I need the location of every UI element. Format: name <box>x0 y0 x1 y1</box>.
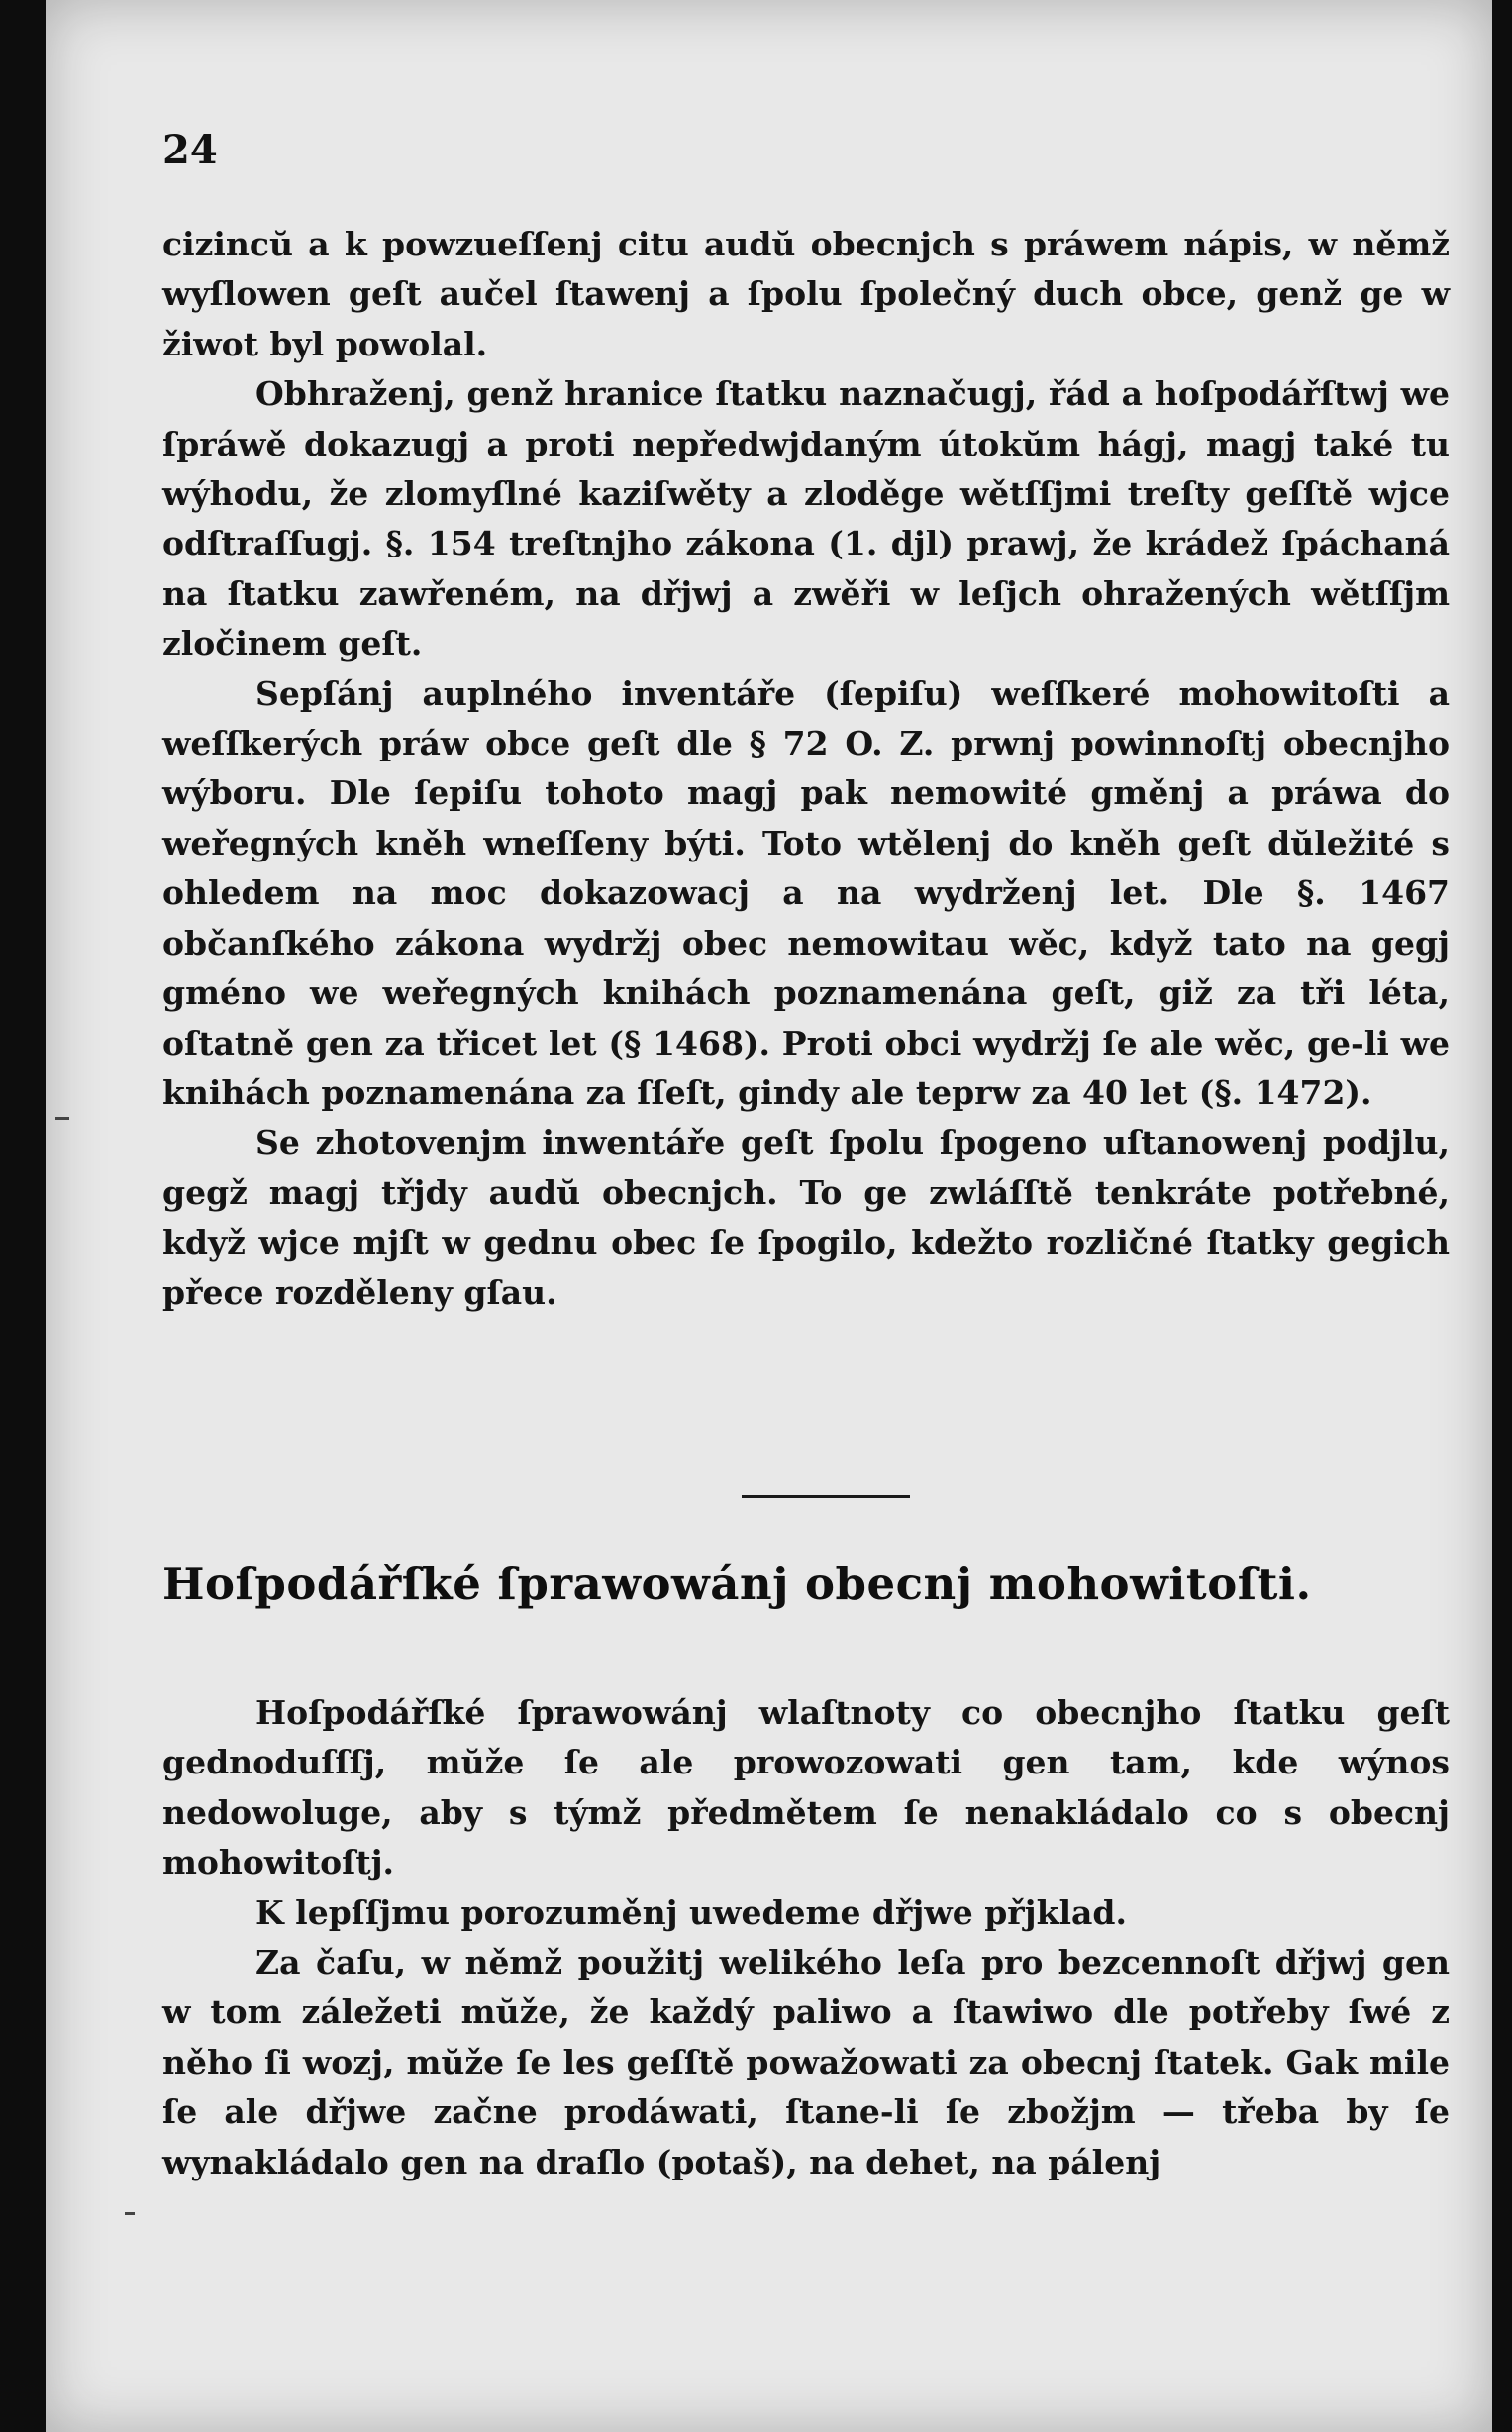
top-text-block <box>162 220 1450 1318</box>
paragraph: cizincŭ a k powzueſſenj citu audŭ obecnjch s práwem nápis, w němž wyſlowen geſt aučel ſtawenj a ſpolu ſpolečný duch obce, genž ge w žiwot byl powolal. <box>162 225 1450 363</box>
paragraph: Hoſpodářſké ſprawowánj wlaſtnoty co obecnjho ſtatku geſt gednoduſſſj, mŭže ſe ale prowozowati gen tam, kde wýnos nedowoluge, aby s týmž předmětem ſe nenakládalo co s obecnj mohowitoſtj. <box>162 1693 1450 1882</box>
paragraph: Za čaſu, w němž použitj welikého leſa pro bezcennoſt dřjwj gen w tom záležeti mŭže, že každý paliwo a ſtawiwo dle potřeby ſwé z něho ſi wozj, mŭže ſe les geſſtě powažowati za obecnj ſtatek. Gak mile ſe ale dřjwe začne prodáwati, ſtane-li ſe zbožjm — třeba by ſe wynakládalo gen na draſlo (potaš), na dehet, na pálenj <box>162 1943 1450 2181</box>
section-heading: Hoſpodářſké ſprawowánj obecnj mohowitoſti. <box>162 1558 1312 1610</box>
paragraph: Obhraženj, genž hranice ſtatku naznačugj, řád a hoſpodářſtwj we ſpráwě dokazugj a proti nepředwjdaným útokŭm hágj, magj také tu wýhodu, že zlomyſlné kaziſwěty a zloděge wětſſjmi treſty geſſtě wjce odſtraſſugj. §. 154 treſtnjho zákona (1. djl) prawj, že krádež ſpáchaná na ſtatku zawřeném, na dřjwj a zwěři w leſjch ohražených wětſſjm zločinem geſt. <box>162 374 1450 663</box>
paragraph: Sepſánj auplného inventáře (ſepiſu) weſſkeré mohowitoſti a weſſkerých práw obce geſt dle § 72 O. Z. prwnj powinnoſtj obecnjho wýboru. Dle ſepiſu tohoto magj pak nemowité gměnj a práwa do weřegných kněh wneſſeny býti. Toto wtělenj do kněh geſt dŭležité s ohledem na moc dokazowacj a na wydrženj let. Dle §. 1467 občanſkého zákona wydržj obec nemowitau wěc, když tato na gegj gméno we weřegných knihách poznamenána geſt, giž za tři léta, oſtatně gen za třicet let (§ 1468). Proti obci wydržj ſe ale wěc, ge-li we knihách poznamenána za ſſeſt, gindy ale teprw za 40 let (§. 1472). <box>162 673 1450 1112</box>
book-page <box>46 0 1492 2432</box>
section-divider <box>742 1495 910 1498</box>
bottom-text-block <box>162 1688 1450 2187</box>
paragraph: K lepſſjmu porozuměnj uwedeme dřjwe přjklad. <box>255 1892 1127 1932</box>
page-number: 24 <box>162 127 218 173</box>
scan-mark <box>125 2212 135 2215</box>
scan-mark <box>55 1117 69 1120</box>
paragraph: Se zhotovenjm inwentáře geſt ſpolu ſpogeno uſtanowenj podjlu, gegž magj třjdy audŭ obecnjch. To ge zwláſſtě tenkráte potřebné, když wjce mjſt w gednu obec ſe ſpogilo, kdežto rozličné ſtatky gegich přece rozděleny gſau. <box>162 1123 1450 1312</box>
